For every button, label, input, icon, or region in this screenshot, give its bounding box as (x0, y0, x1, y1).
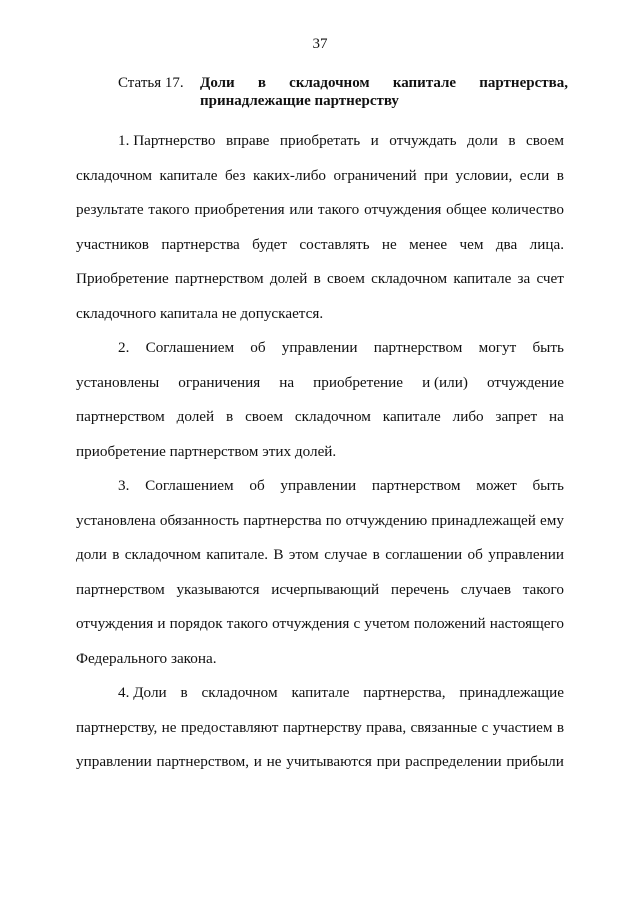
word: партнерством (76, 408, 165, 425)
paragraph-3 (76, 469, 564, 676)
word: вправе (225, 132, 270, 149)
word: В (273, 546, 284, 563)
text-line (76, 504, 564, 539)
word: составлять (299, 235, 370, 253)
article-title-line-1 (200, 74, 568, 92)
word: предоставляют (180, 718, 279, 736)
word: будет (252, 235, 288, 253)
article-body (76, 124, 564, 780)
text-line (76, 159, 564, 194)
word: участием (492, 718, 553, 736)
word: капитале (291, 684, 350, 701)
word: установлены (76, 373, 160, 391)
word: 2. (118, 339, 130, 356)
word: отчуждения (272, 615, 350, 632)
word: долей (176, 408, 215, 425)
word: при (376, 753, 401, 770)
word: партнерством, (156, 753, 249, 770)
article-title-word: в (257, 75, 266, 91)
word: 4. Доли (118, 684, 167, 701)
text-line: Федерального закона. (76, 649, 217, 667)
text-line (76, 262, 564, 297)
word: могут (478, 339, 517, 356)
word: обязанность (159, 511, 240, 529)
text-line (76, 676, 564, 711)
word: партнерства (161, 235, 240, 253)
word: такого (318, 201, 360, 218)
text-line (76, 607, 564, 642)
word: с (353, 615, 361, 632)
article-title (200, 74, 568, 110)
article-title-word: Доли (200, 75, 235, 91)
word: распределении (405, 753, 502, 770)
article-label: Статья 17. (118, 75, 184, 91)
word: складочном (124, 546, 201, 563)
article-title-word: партнерства, (479, 75, 568, 91)
word: отчуждения (76, 615, 154, 632)
word: прибыли (506, 753, 564, 770)
word: об (467, 546, 483, 563)
paragraph-4 (76, 676, 564, 780)
word: не (161, 718, 177, 736)
text-line (76, 193, 564, 228)
text-line: приобретение партнерством этих долей. (76, 442, 337, 460)
word: не (266, 753, 282, 770)
paragraph-2 (76, 331, 564, 469)
word: и (157, 615, 166, 632)
word: и (или) (422, 373, 468, 391)
word: партнерством (371, 477, 461, 494)
word: настоящего (489, 615, 564, 632)
word: в (508, 132, 516, 149)
word: менее (409, 235, 448, 253)
word: учетом (364, 615, 410, 632)
word: не (381, 235, 397, 253)
word: капитале (382, 408, 441, 425)
word: доли (76, 546, 107, 563)
word: такого (226, 615, 269, 632)
word: отчуждения (364, 201, 442, 218)
word: партнерством (76, 580, 165, 598)
word: складочном (76, 166, 153, 184)
text-line (76, 745, 564, 780)
word: порядок (169, 615, 223, 632)
word: по (325, 511, 342, 529)
word: два (495, 235, 518, 253)
word: партнерству, (76, 718, 158, 736)
word: результате (76, 201, 144, 218)
word: запрет (495, 408, 538, 425)
word: чем (459, 235, 484, 253)
word: своем (245, 408, 284, 425)
text-line (76, 538, 564, 573)
word: управлении (76, 753, 152, 770)
word: каких-либо (252, 166, 327, 184)
word: управлении (280, 477, 357, 494)
word: капитале. (206, 546, 268, 563)
word: 3. (118, 477, 130, 494)
word: отчуждать (389, 132, 457, 149)
word: об (250, 339, 266, 356)
word: лица. (529, 235, 564, 253)
word: доли (467, 132, 498, 149)
word: в (180, 684, 188, 701)
word: приобретение (313, 373, 404, 391)
word: своем (326, 270, 365, 287)
word: в (372, 546, 380, 563)
word: складочном (294, 408, 371, 425)
word: соглашении (385, 546, 463, 563)
word: или (289, 201, 314, 218)
word: исчерпывающий (271, 580, 380, 598)
page-number: 37 (312, 36, 328, 52)
word: количество (491, 201, 564, 218)
word: об (249, 477, 265, 494)
word: ему (540, 511, 564, 529)
word: отчуждению (345, 511, 428, 529)
article-title-line-2: принадлежащие партнерству (200, 93, 399, 109)
word: учитываются (286, 753, 372, 770)
word: права, (366, 718, 407, 736)
word: 1. Партнерство (118, 132, 216, 149)
word: партнерства, (363, 684, 446, 701)
word: этом (288, 546, 319, 563)
word: капитале (159, 166, 218, 184)
word: связанные (410, 718, 478, 736)
word: ограничений (333, 166, 417, 184)
word: перечень (390, 580, 450, 598)
text-line (76, 711, 564, 746)
text-line (76, 228, 564, 263)
article-title-word: складочном (289, 75, 370, 91)
word: счет (536, 270, 564, 287)
word: условии, (455, 166, 513, 184)
word: принадлежащие (459, 684, 564, 701)
word: может (476, 477, 517, 494)
word: долей (269, 270, 308, 287)
text-line (76, 573, 564, 608)
article-title-word: капитале (392, 75, 457, 91)
word: складочном (371, 270, 448, 287)
word: приобретать (279, 132, 361, 149)
word: управлении (488, 546, 564, 563)
word: складочном (201, 684, 278, 701)
word: быть (532, 339, 564, 356)
word: общее (446, 201, 487, 218)
word: в (556, 166, 564, 184)
word: в (112, 546, 120, 563)
word: либо (452, 408, 484, 425)
word: партнерством (174, 270, 264, 287)
word: в (226, 408, 234, 425)
word: Соглашением (145, 477, 234, 494)
paragraph-1 (76, 124, 564, 331)
word: при (424, 166, 449, 184)
word: приобретения (194, 201, 285, 218)
text-line: складочного капитала не допускается. (76, 304, 324, 322)
word: с (481, 718, 489, 736)
word: на (279, 373, 295, 391)
word: ограничения (178, 373, 261, 391)
word: быть (532, 477, 564, 494)
word: принадлежащей (431, 511, 536, 529)
word: на (549, 408, 564, 425)
text-line (76, 331, 564, 366)
word: капитале (453, 270, 512, 287)
word: партнерству (282, 718, 362, 736)
word: партнерства (243, 511, 322, 529)
word: если (519, 166, 550, 184)
word: и (253, 753, 262, 770)
word: положений (413, 615, 486, 632)
word: Приобретение (76, 270, 169, 287)
word: в (313, 270, 321, 287)
word: установлена (76, 511, 156, 529)
word: Соглашением (145, 339, 235, 356)
text-line (76, 469, 564, 504)
word: своем (526, 132, 564, 149)
word: случае (324, 546, 368, 563)
word: управлении (281, 339, 358, 356)
word: без (225, 166, 246, 184)
text-line (76, 400, 564, 435)
text-line (76, 124, 564, 159)
word: партнерством (373, 339, 463, 356)
word: за (517, 270, 531, 287)
word: в (556, 718, 564, 736)
word: такого (522, 580, 564, 598)
text-line (76, 366, 564, 401)
word: и (370, 132, 379, 149)
word: участников (76, 235, 149, 253)
word: такого (148, 201, 190, 218)
word: отчуждение (486, 373, 564, 391)
word: указываются (176, 580, 260, 598)
word: случаев (460, 580, 512, 598)
